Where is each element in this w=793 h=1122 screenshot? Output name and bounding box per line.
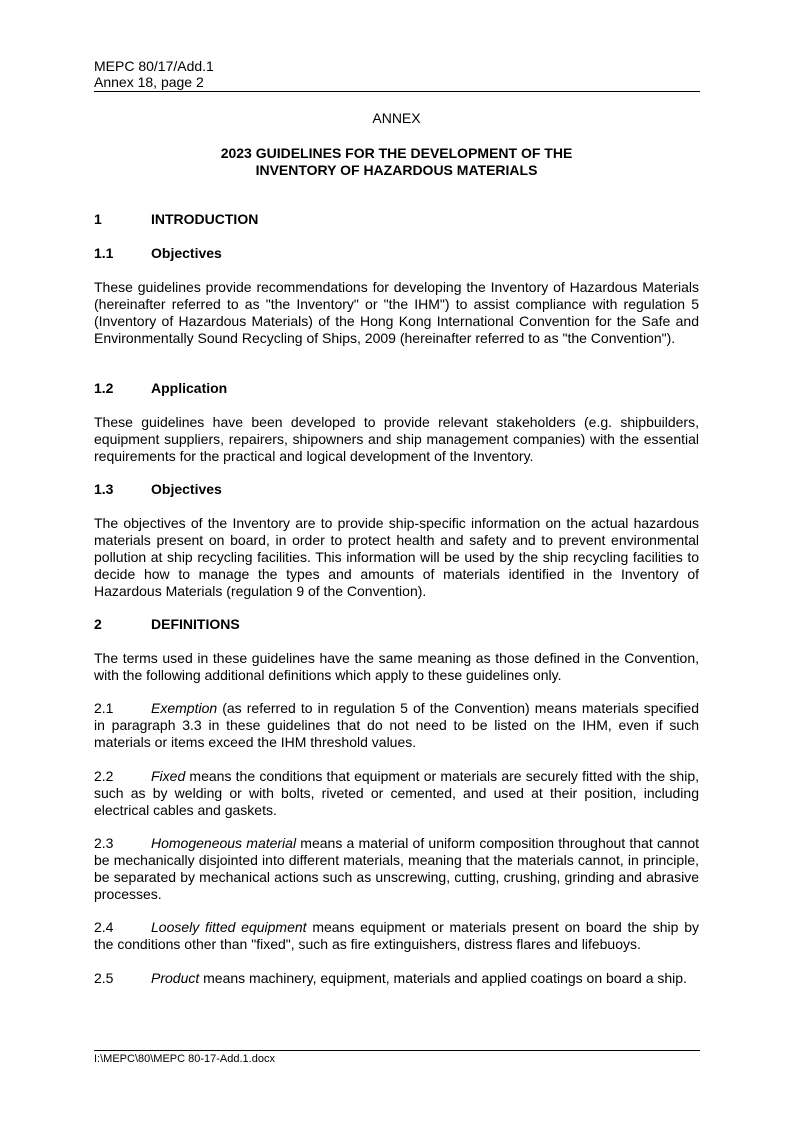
definition-term: Loosely fitted equipment (151, 919, 307, 935)
title-line-2: INVENTORY OF HAZARDOUS MATERIALS (255, 162, 538, 178)
definition-text: means the conditions that equipment or materials are securely fitted with the ship, such as by welding or with bolts, riveted or cemented, and used at their position, including electrical cables and gaskets. (94, 768, 699, 818)
title-line-1: 2023 GUIDELINES FOR THE DEVELOPMENT OF THE (220, 145, 573, 161)
definition-term: Fixed (151, 768, 186, 784)
definition-2-3 (94, 835, 699, 903)
definition-text: means machinery, equipment, materials and applied coatings on board a ship. (199, 970, 687, 986)
section-1-3-paragraph: The objectives of the Inventory are to provide ship-specific information on the actual hazardous materials present on board, in order to protect health and safety and to prevent environmental pollution at ship recycling facilities. This information will be used by the ship recycling facilities to decide how to manage the types and amounts of materials identified in the Inventory of Hazardous Materials (regulation 9 of the Convention). (94, 515, 699, 599)
doc-reference: MEPC 80/17/Add.1 (94, 58, 214, 74)
section-title: DEFINITIONS (151, 616, 240, 632)
definition-number: 2.1 (94, 700, 114, 716)
document-title (94, 145, 699, 179)
definition-2-2 (94, 768, 699, 819)
definition-text: means equipment or materials present on board the ship by the conditions other than "fixed", such as fire extinguishers, distress flares and lifebuoys. (94, 919, 699, 952)
section-title: Objectives (151, 481, 222, 497)
page-header (94, 58, 214, 90)
definition-number: 2.5 (94, 970, 114, 986)
definition-text: means a material of uniform composition throughout that cannot be mechanically disjointed into different materials, meaning that the materials cannot, in principle, be separated by mechanical actions such as unscrewing, cutting, crushing, grinding and abrasive processes. (94, 835, 700, 902)
footer-file-path: I:\MEPC\80\MEPC 80-17-Add.1.docx (94, 1053, 275, 1065)
section-number: 1.2 (94, 380, 114, 396)
section-2-paragraph: The terms used in these guidelines have the same meaning as those defined in the Convention, with the following additional definitions which apply to these guidelines only. (94, 650, 699, 683)
definition-number: 2.4 (94, 919, 114, 935)
section-1-2-heading (94, 380, 227, 397)
section-1-3-heading (94, 481, 222, 498)
definition-number: 2.3 (94, 835, 114, 851)
section-number: 2 (94, 616, 102, 632)
definition-term: Product (151, 970, 200, 986)
section-2-heading (94, 616, 240, 633)
header-divider (94, 91, 700, 92)
section-1-1-paragraph: These guidelines provide recommendations for developing the Inventory of Hazardous Materials (hereinafter referred to as "the Inventory" or "the IHM") to assist compliance with regulation 5 (Inventory of Hazardous Materials) of the Hong Kong International Convention for the Safe and Environmentally Sound Recycling of Ships, 2009 (hereinafter referred to as "the Convention"). (94, 279, 699, 346)
section-title: Objectives (151, 245, 222, 261)
section-number: 1 (94, 211, 102, 227)
section-number: 1.1 (94, 245, 114, 261)
section-title: INTRODUCTION (151, 211, 259, 227)
definition-term: Homogeneous material (151, 835, 297, 851)
annex-page: Annex 18, page 2 (94, 74, 204, 90)
section-1-2-paragraph: These guidelines have been developed to provide relevant stakeholders (e.g. shipbuilders, equipment suppliers, repairers, shipowners and ship management companies) with the essential requirements for the practical and logical development of the Inventory. (94, 414, 699, 464)
section-1-1-heading (94, 245, 222, 262)
section-number: 1.3 (94, 481, 114, 497)
definition-2-1 (94, 700, 699, 751)
footer-divider (94, 1050, 700, 1051)
definition-2-4 (94, 919, 699, 953)
annex-label: ANNEX (372, 110, 421, 126)
definition-text: (as referred to in regulation 5 of the Convention) means materials specified in paragraph 3.3 in these guidelines that do not need to be listed on the IHM, even if such materials or items exceed the IHM threshold values. (94, 700, 699, 750)
section-1-heading (94, 211, 258, 228)
definition-2-5 (94, 970, 699, 987)
definition-number: 2.2 (94, 768, 114, 784)
section-title: Application (151, 380, 228, 396)
definition-term: Exemption (151, 700, 218, 716)
